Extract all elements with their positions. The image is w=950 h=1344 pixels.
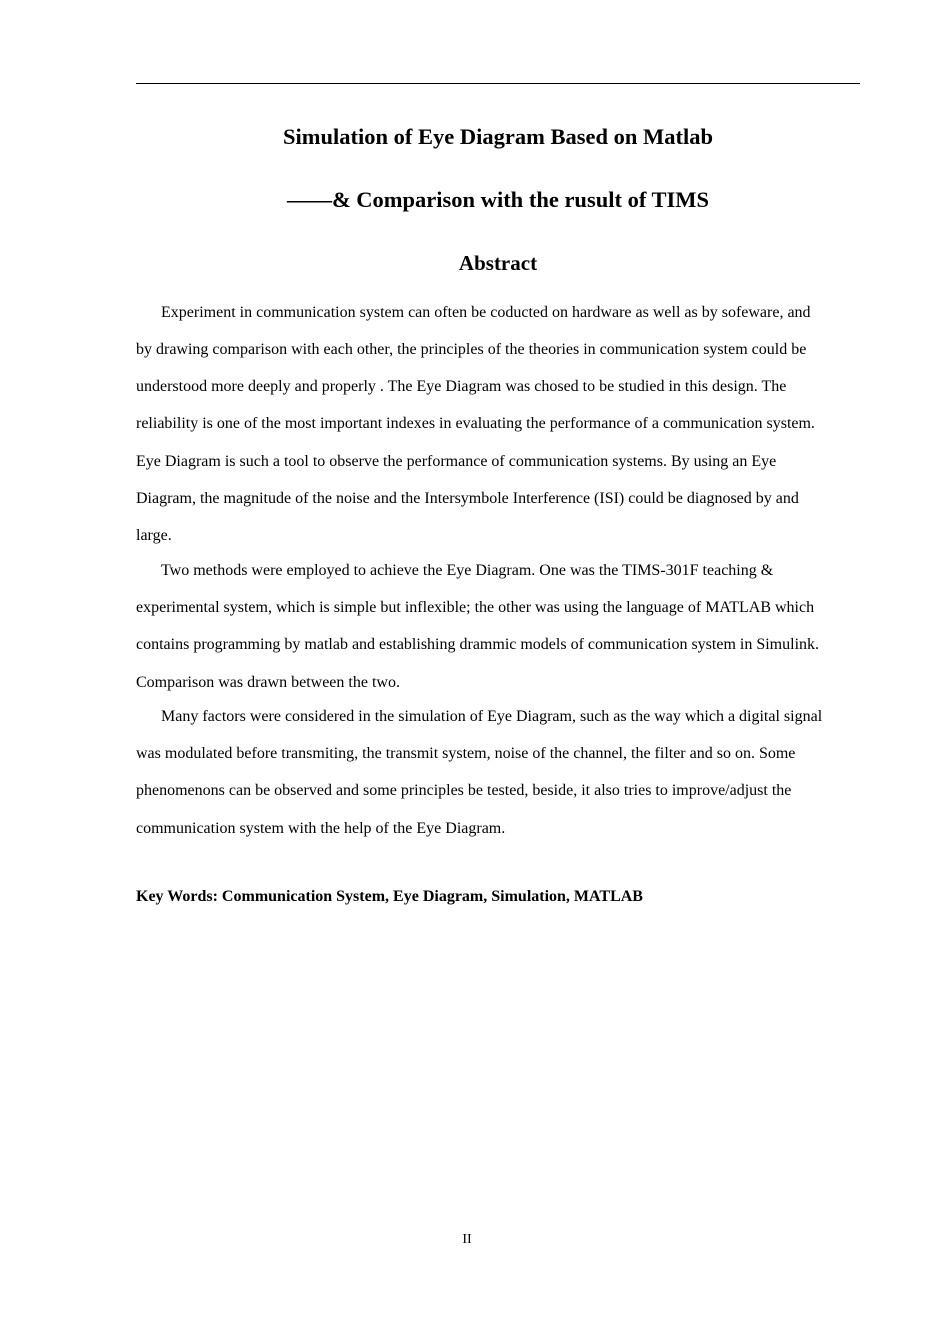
document-subtitle: ——& Comparison with the rusult of TIMS bbox=[286, 187, 710, 212]
paragraph-line: large. bbox=[136, 527, 172, 544]
header-rule bbox=[136, 83, 860, 84]
paragraph-line: communication system with the help of the Eye Diagram. bbox=[136, 820, 506, 837]
paragraph-line: Many factors were considered in the simulation of Eye Diagram, such as the way which a digital signal bbox=[161, 708, 823, 725]
paragraph-line: reliability is one of the most important indexes in evaluating the performance of a communication system. bbox=[136, 415, 815, 432]
paragraph-line: Comparison was drawn between the two. bbox=[136, 674, 400, 691]
paragraph-line: understood more deeply and properly . The Eye Diagram was chosed to be studied in this design. The bbox=[136, 378, 787, 395]
paragraph-line: contains programming by matlab and establishing drammic models of communication system in Simulink. bbox=[136, 636, 820, 653]
paragraph-line: Two methods were employed to achieve the Eye Diagram. One was the TIMS-301F teaching & bbox=[161, 562, 774, 579]
paragraph-line: Eye Diagram is such a tool to observe the performance of communication systems. By using an Eye bbox=[136, 453, 777, 470]
keywords: Key Words: Communication System, Eye Diagram, Simulation, MATLAB bbox=[136, 888, 643, 905]
paragraph-line: phenomenons can be observed and some principles be tested, beside, it also tries to improve/adjust the bbox=[136, 782, 792, 799]
paragraph-line: was modulated before transmiting, the transmit system, noise of the channel, the filter and so on. Some bbox=[136, 745, 796, 762]
abstract-heading: Abstract bbox=[458, 251, 538, 275]
document-title: Simulation of Eye Diagram Based on Matlab bbox=[282, 124, 714, 149]
paragraph-line: Experiment in communication system can often be coducted on hardware as well as by sofeware, and bbox=[161, 304, 811, 321]
page-number: II bbox=[462, 1232, 472, 1247]
paragraph-line: Diagram, the magnitude of the noise and the Intersymbole Interference (ISI) could be diagnosed by and bbox=[136, 490, 799, 507]
paragraph-line: by drawing comparison with each other, the principles of the theories in communication system could be bbox=[136, 341, 807, 358]
paragraph-line: experimental system, which is simple but inflexible; the other was using the language of MATLAB which bbox=[136, 599, 815, 616]
